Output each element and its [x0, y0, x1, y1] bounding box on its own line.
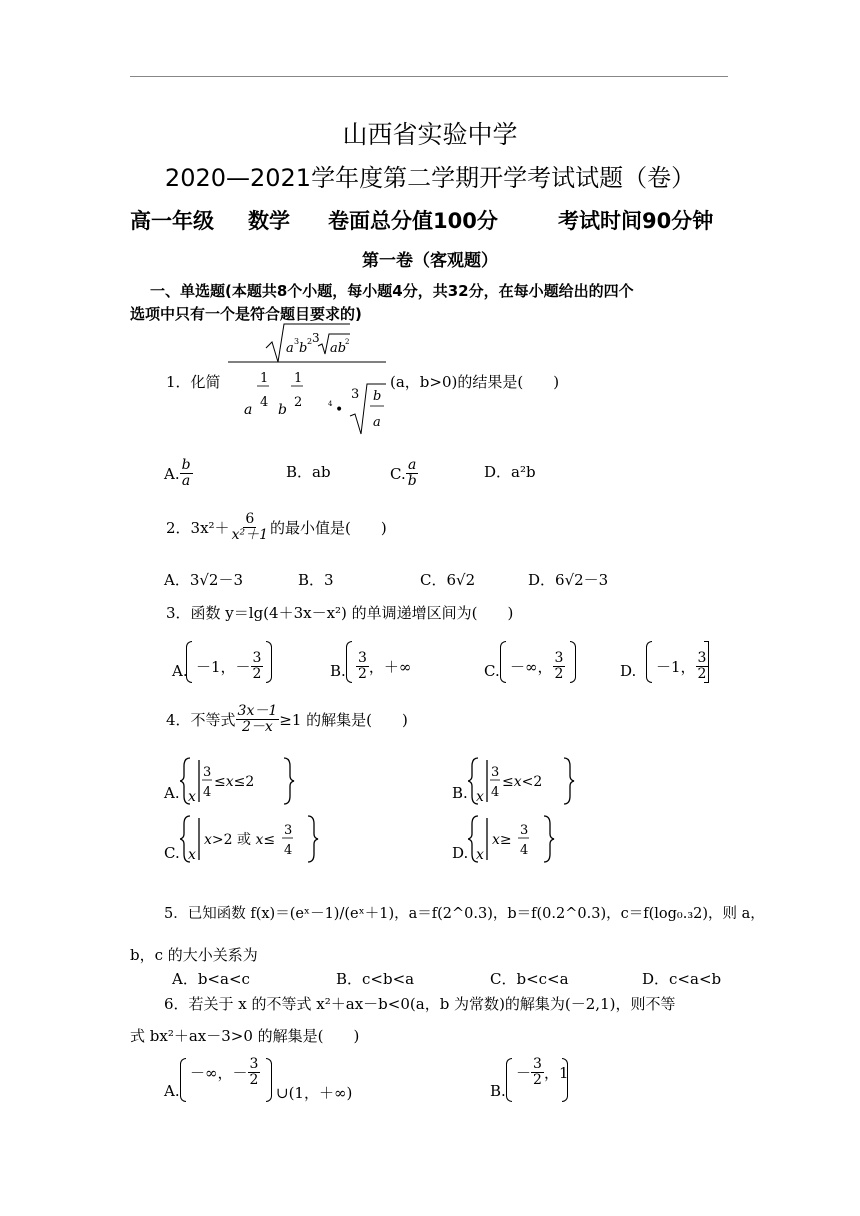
- header-rule: [130, 76, 728, 77]
- q6-line1: 6．若关于 x 的不等式 x²＋ax－b<0(a，b 为常数)的解集为(－2,1)，则不等: [164, 995, 676, 1013]
- grade: 高一年级: [130, 209, 214, 233]
- svg-text:4: 4: [284, 843, 293, 858]
- q3-question: 3．函数 y＝lg(4＋3x－x²) 的单调递增区间为( ): [166, 604, 514, 622]
- section-heading-line2: 选项中只有一个是符合题目要求的): [130, 305, 362, 323]
- svg-text:3: 3: [284, 823, 293, 838]
- q1-fraction: [228, 322, 388, 430]
- svg-text:3: 3: [520, 823, 529, 838]
- q5-option-a: A．b<a<c: [172, 970, 250, 988]
- exam-time: 考试时间90分钟: [558, 209, 714, 233]
- svg-text:4: 4: [328, 400, 333, 408]
- q2-option-a: A．3√2－3: [164, 571, 244, 589]
- q1-option-c: C. $\frac{a}{b}$: [390, 457, 417, 490]
- section-heading-line1: 一、单选题(本题共8个小题，每小题4分，共32分，在每小题给出的四个: [150, 282, 634, 300]
- subject: 数学: [248, 209, 290, 233]
- q4-option-a-set: [180, 756, 300, 810]
- svg-text:a: a: [286, 341, 294, 356]
- svg-text:b: b: [373, 389, 382, 404]
- exam-info: [130, 205, 730, 235]
- q5-option-c: C．b<c<a: [490, 970, 569, 988]
- svg-text:3: 3: [203, 765, 212, 780]
- q4-option-c-set: [180, 814, 330, 868]
- svg-text:2: 2: [294, 395, 303, 410]
- q5-line2: b，c 的大小关系为: [130, 946, 258, 964]
- svg-text:3: 3: [491, 765, 500, 780]
- svg-text:1: 1: [260, 371, 269, 386]
- q1-formula: [228, 322, 388, 437]
- q4-question: 4．不等式 $\frac{3x-1}{2-x}$ ≥1 的解集是( ): [166, 703, 408, 736]
- svg-text:3: 3: [312, 331, 320, 345]
- q1-option-a: A. $\frac{b}{a}$: [164, 457, 191, 490]
- svg-text:b: b: [299, 341, 308, 356]
- exam-title: 2020—2021学年度第二学期开学考试试题（卷）: [164, 164, 696, 192]
- svg-text:x≥: x≥: [492, 832, 512, 848]
- q6-option-b-interval: － $\frac{3}{2}$ ，1: [516, 1056, 569, 1089]
- svg-text:x: x: [476, 847, 484, 863]
- q4-option-d-set: [468, 814, 568, 868]
- q5-option-b: B．c<b<a: [336, 970, 415, 988]
- svg-text:3: 3: [351, 387, 360, 402]
- svg-text:2: 2: [345, 338, 350, 346]
- q5-line1: 5．已知函数 f(x)＝(eˣ－1)/(eˣ＋1)，a＝f(2^0.3)，b＝f(0.2^0.3)，c＝f(log₀.₃2)，则 a，: [164, 906, 765, 922]
- school-name: 山西省实验中学: [342, 120, 518, 149]
- svg-text:x: x: [476, 789, 484, 805]
- svg-text:2: 2: [307, 337, 313, 346]
- svg-text:a: a: [244, 402, 253, 418]
- svg-text:ab: ab: [330, 341, 347, 356]
- total-score: 卷面总分值100分: [328, 209, 498, 233]
- svg-text:≤x<2: ≤x<2: [502, 774, 543, 790]
- svg-text:x: x: [188, 789, 196, 805]
- q1-option-d: D．a²b: [484, 463, 536, 481]
- svg-text:1: 1: [294, 371, 303, 386]
- q2-option-c: C．6√2: [420, 571, 476, 589]
- q1-prefix: 1．化简: [166, 373, 221, 391]
- q5-option-d: D．c<a<b: [642, 970, 722, 988]
- svg-text:4: 4: [520, 843, 529, 858]
- volume-title: 第一卷（客观题）: [362, 251, 498, 271]
- svg-text:4: 4: [203, 785, 212, 800]
- q3-option-a-label: A.: [172, 662, 188, 680]
- q3-option-b-label: B.: [330, 662, 346, 680]
- svg-text:4: 4: [260, 395, 269, 410]
- q3-option-c-interval: －∞， $\frac{3}{2}$: [510, 650, 564, 683]
- q6-option-a-union: ∪(1，＋∞): [276, 1084, 353, 1102]
- q6-option-b-label: B.: [490, 1082, 506, 1100]
- q1-suffix: (a，b>0)的结果是( ): [390, 373, 560, 391]
- q2-question: 2．3x²＋ $\frac{6}{\text{x²＋1}}$ 的最小值是( ): [166, 511, 387, 544]
- q4-option-a-label: A.: [164, 784, 180, 802]
- q4-option-c-label: C.: [164, 844, 180, 862]
- q3-option-c-label: C.: [484, 662, 500, 680]
- q6-option-a-label: A.: [164, 1082, 180, 1100]
- svg-text:3: 3: [294, 337, 300, 346]
- q3-option-a-interval: －1，－ $\frac{3}{2}$: [196, 650, 262, 683]
- q2-option-d: D．6√2－3: [528, 571, 609, 589]
- svg-text:x: x: [188, 847, 196, 863]
- svg-text:•: •: [335, 402, 344, 418]
- q3-option-d-label: D.: [620, 662, 637, 680]
- q4-option-d-label: D.: [452, 844, 469, 862]
- svg-text:4: 4: [491, 785, 500, 800]
- svg-text:a: a: [373, 415, 381, 430]
- svg-text:b: b: [278, 402, 287, 418]
- q6-option-a-interval: －∞，－ $\frac{3}{2}$: [190, 1056, 259, 1089]
- q2-option-b: B．3: [298, 571, 334, 589]
- q4-option-b-label: B.: [452, 784, 468, 802]
- svg-text:x>2 或 x≤: x>2 或 x≤: [204, 832, 276, 848]
- q6-line2: 式 bx²＋ax－3>0 的解集是( ): [130, 1027, 360, 1045]
- q4-option-b-set: [468, 756, 588, 810]
- q3-option-b-interval: $\frac{3}{2}$ ，＋∞: [358, 650, 412, 683]
- q1-option-b: B．ab: [286, 463, 331, 481]
- q3-option-d-interval: －1， $\frac{3}{2}$: [656, 650, 707, 683]
- svg-text:≤x≤2: ≤x≤2: [214, 774, 255, 790]
